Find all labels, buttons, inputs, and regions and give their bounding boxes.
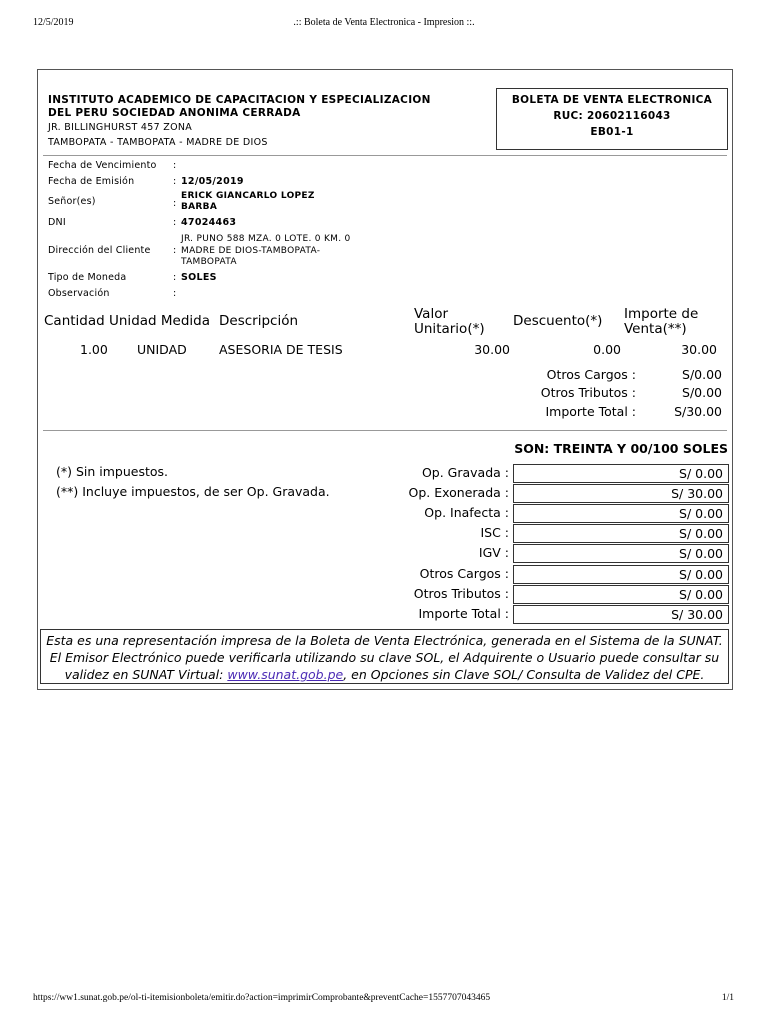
- divider-totals: [43, 430, 727, 431]
- item-descuento: 0.00: [593, 342, 621, 357]
- vencimiento-label: Fecha de Vencimiento: [48, 160, 157, 171]
- amount-in-words: SON: TREINTA Y 00/100 SOLES: [514, 441, 728, 456]
- senores-value-line1: ERICK GIANCARLO LOPEZ: [181, 191, 315, 201]
- total-igv-value: S/ 0.00: [513, 544, 729, 563]
- col-importe-header: [624, 307, 698, 337]
- moneda-label: Tipo de Moneda: [48, 272, 127, 283]
- observacion-label: Observación: [48, 288, 110, 299]
- dni-value: 47024463: [181, 217, 237, 228]
- colon: :: [173, 288, 177, 299]
- col-valor-header-line1: Valor: [414, 306, 449, 322]
- senores-label: Señor(es): [48, 196, 96, 207]
- total-op-inafecta-value: S/ 0.00: [513, 504, 729, 523]
- document-box: [496, 88, 728, 150]
- print-footer-page: 1/1: [721, 993, 734, 1003]
- company-address-line2: TAMBOPATA - TAMBOPATA - MADRE DE DIOS: [48, 137, 268, 148]
- document-number: EB01-1: [590, 126, 634, 138]
- total-otros-tributos-label: Otros Tributos :: [413, 586, 509, 601]
- colon: :: [173, 160, 177, 171]
- sunat-link[interactable]: www.sunat.gob.pe: [227, 667, 344, 682]
- item-valor: 30.00: [474, 342, 510, 357]
- colon: :: [173, 272, 177, 283]
- total-op-gravada-value: S/ 0.00: [513, 464, 729, 483]
- document-ruc: RUC: 20602116043: [553, 110, 671, 122]
- emision-value: 12/05/2019: [181, 176, 244, 187]
- moneda-value: SOLES: [181, 272, 217, 283]
- total-op-exonerada-label: Op. Exonerada :: [408, 485, 509, 500]
- col-unidad-header: Unidad Medida: [109, 313, 211, 329]
- col-valor-header: [414, 307, 485, 337]
- item-importe: 30.00: [681, 342, 717, 357]
- total-otros-cargos-value: S/ 0.00: [513, 565, 729, 584]
- legal-text-part2: , en Opciones sin Clave SOL/ Consulta de Validez del CPE.: [343, 667, 705, 682]
- summary-otros-cargos-value: S/0.00: [682, 367, 722, 382]
- emision-label: Fecha de Emisión: [48, 176, 135, 187]
- direccion-value-line3: TAMBOPATA: [181, 257, 237, 267]
- senores-value-line2: BARBA: [181, 202, 218, 212]
- print-footer-url: https://ww1.sunat.gob.pe/ol-ti-itemisionboleta/emitir.do?action=imprimirComprobante&preventCache=1557707043465: [33, 993, 491, 1003]
- colon: :: [173, 217, 177, 228]
- item-descripcion: ASESORIA DE TESIS: [219, 342, 343, 357]
- total-isc-value: S/ 0.00: [513, 524, 729, 543]
- total-isc-label: ISC :: [480, 525, 509, 540]
- colon: :: [173, 245, 177, 256]
- total-igv-label: IGV :: [478, 545, 509, 560]
- summary-otros-cargos-label: Otros Cargos :: [546, 367, 636, 382]
- dni-label: DNI: [48, 217, 66, 228]
- col-descripcion-header: Descripción: [219, 313, 299, 329]
- direccion-label: Dirección del Cliente: [48, 245, 151, 256]
- document-type: BOLETA DE VENTA ELECTRONICA: [511, 94, 713, 106]
- total-op-gravada-label: Op. Gravada :: [421, 465, 509, 480]
- col-importe-header-line1: Importe de: [624, 306, 699, 322]
- total-otros-cargos-label: Otros Cargos :: [419, 566, 509, 581]
- total-op-inafecta-label: Op. Inafecta :: [424, 505, 509, 520]
- direccion-value: [181, 234, 351, 269]
- note-sin-impuestos: (*) Sin impuestos.: [56, 464, 169, 479]
- divider-header: [43, 155, 727, 156]
- total-otros-tributos-value: S/ 0.00: [513, 585, 729, 604]
- summary-importe-total-value: S/30.00: [674, 404, 722, 419]
- item-cantidad: 1.00: [80, 342, 108, 357]
- total-importe-total-value: S/ 30.00: [513, 605, 729, 624]
- company-address-line1: JR. BILLINGHURST 457 ZONA: [48, 122, 193, 133]
- legal-notice: [40, 629, 729, 684]
- summary-otros-tributos-label: Otros Tributos :: [540, 385, 636, 400]
- legal-text-part1: Esta es una representación impresa de la Boleta de Venta Electrónica, generada en el Sistema de la SUNAT. El Emisor Electrónico puede verificarla utilizando su clave SOL, el Adquirente o Usuario puede consultar su validez en SUNAT Virtual:: [46, 633, 723, 682]
- company-name-line1: INSTITUTO ACADEMICO DE CAPACITACION Y ESPECIALIZACION: [48, 94, 431, 106]
- col-valor-header-line2: Unitario(*): [414, 321, 485, 337]
- colon: :: [173, 198, 177, 209]
- direccion-value-line1: JR. PUNO 588 MZA. 0 LOTE. 0 KM. 0: [181, 234, 351, 244]
- direccion-value-line2: MADRE DE DIOS-TAMBOPATA-: [181, 245, 321, 256]
- total-op-exonerada-value: S/ 30.00: [513, 484, 729, 503]
- col-importe-header-line2: Venta(**): [624, 321, 687, 337]
- total-importe-total-label: Importe Total :: [418, 606, 509, 621]
- item-unidad: UNIDAD: [137, 342, 187, 357]
- company-name: [48, 94, 431, 120]
- summary-importe-total-label: Importe Total :: [545, 404, 636, 419]
- print-title: .:: Boleta de Venta Electronica - Impresion ::.: [293, 17, 475, 28]
- col-descuento-header: Descuento(*): [513, 313, 603, 329]
- print-date: 12/5/2019: [33, 17, 74, 28]
- col-cantidad-header: Cantidad: [44, 313, 105, 329]
- senores-value: [181, 191, 315, 213]
- note-incluye-impuestos: (**) Incluye impuestos, de ser Op. Gravada.: [56, 484, 330, 499]
- colon: :: [173, 176, 177, 187]
- summary-otros-tributos-value: S/0.00: [682, 385, 722, 400]
- company-name-line2: DEL PERU SOCIEDAD ANONIMA CERRADA: [48, 107, 301, 119]
